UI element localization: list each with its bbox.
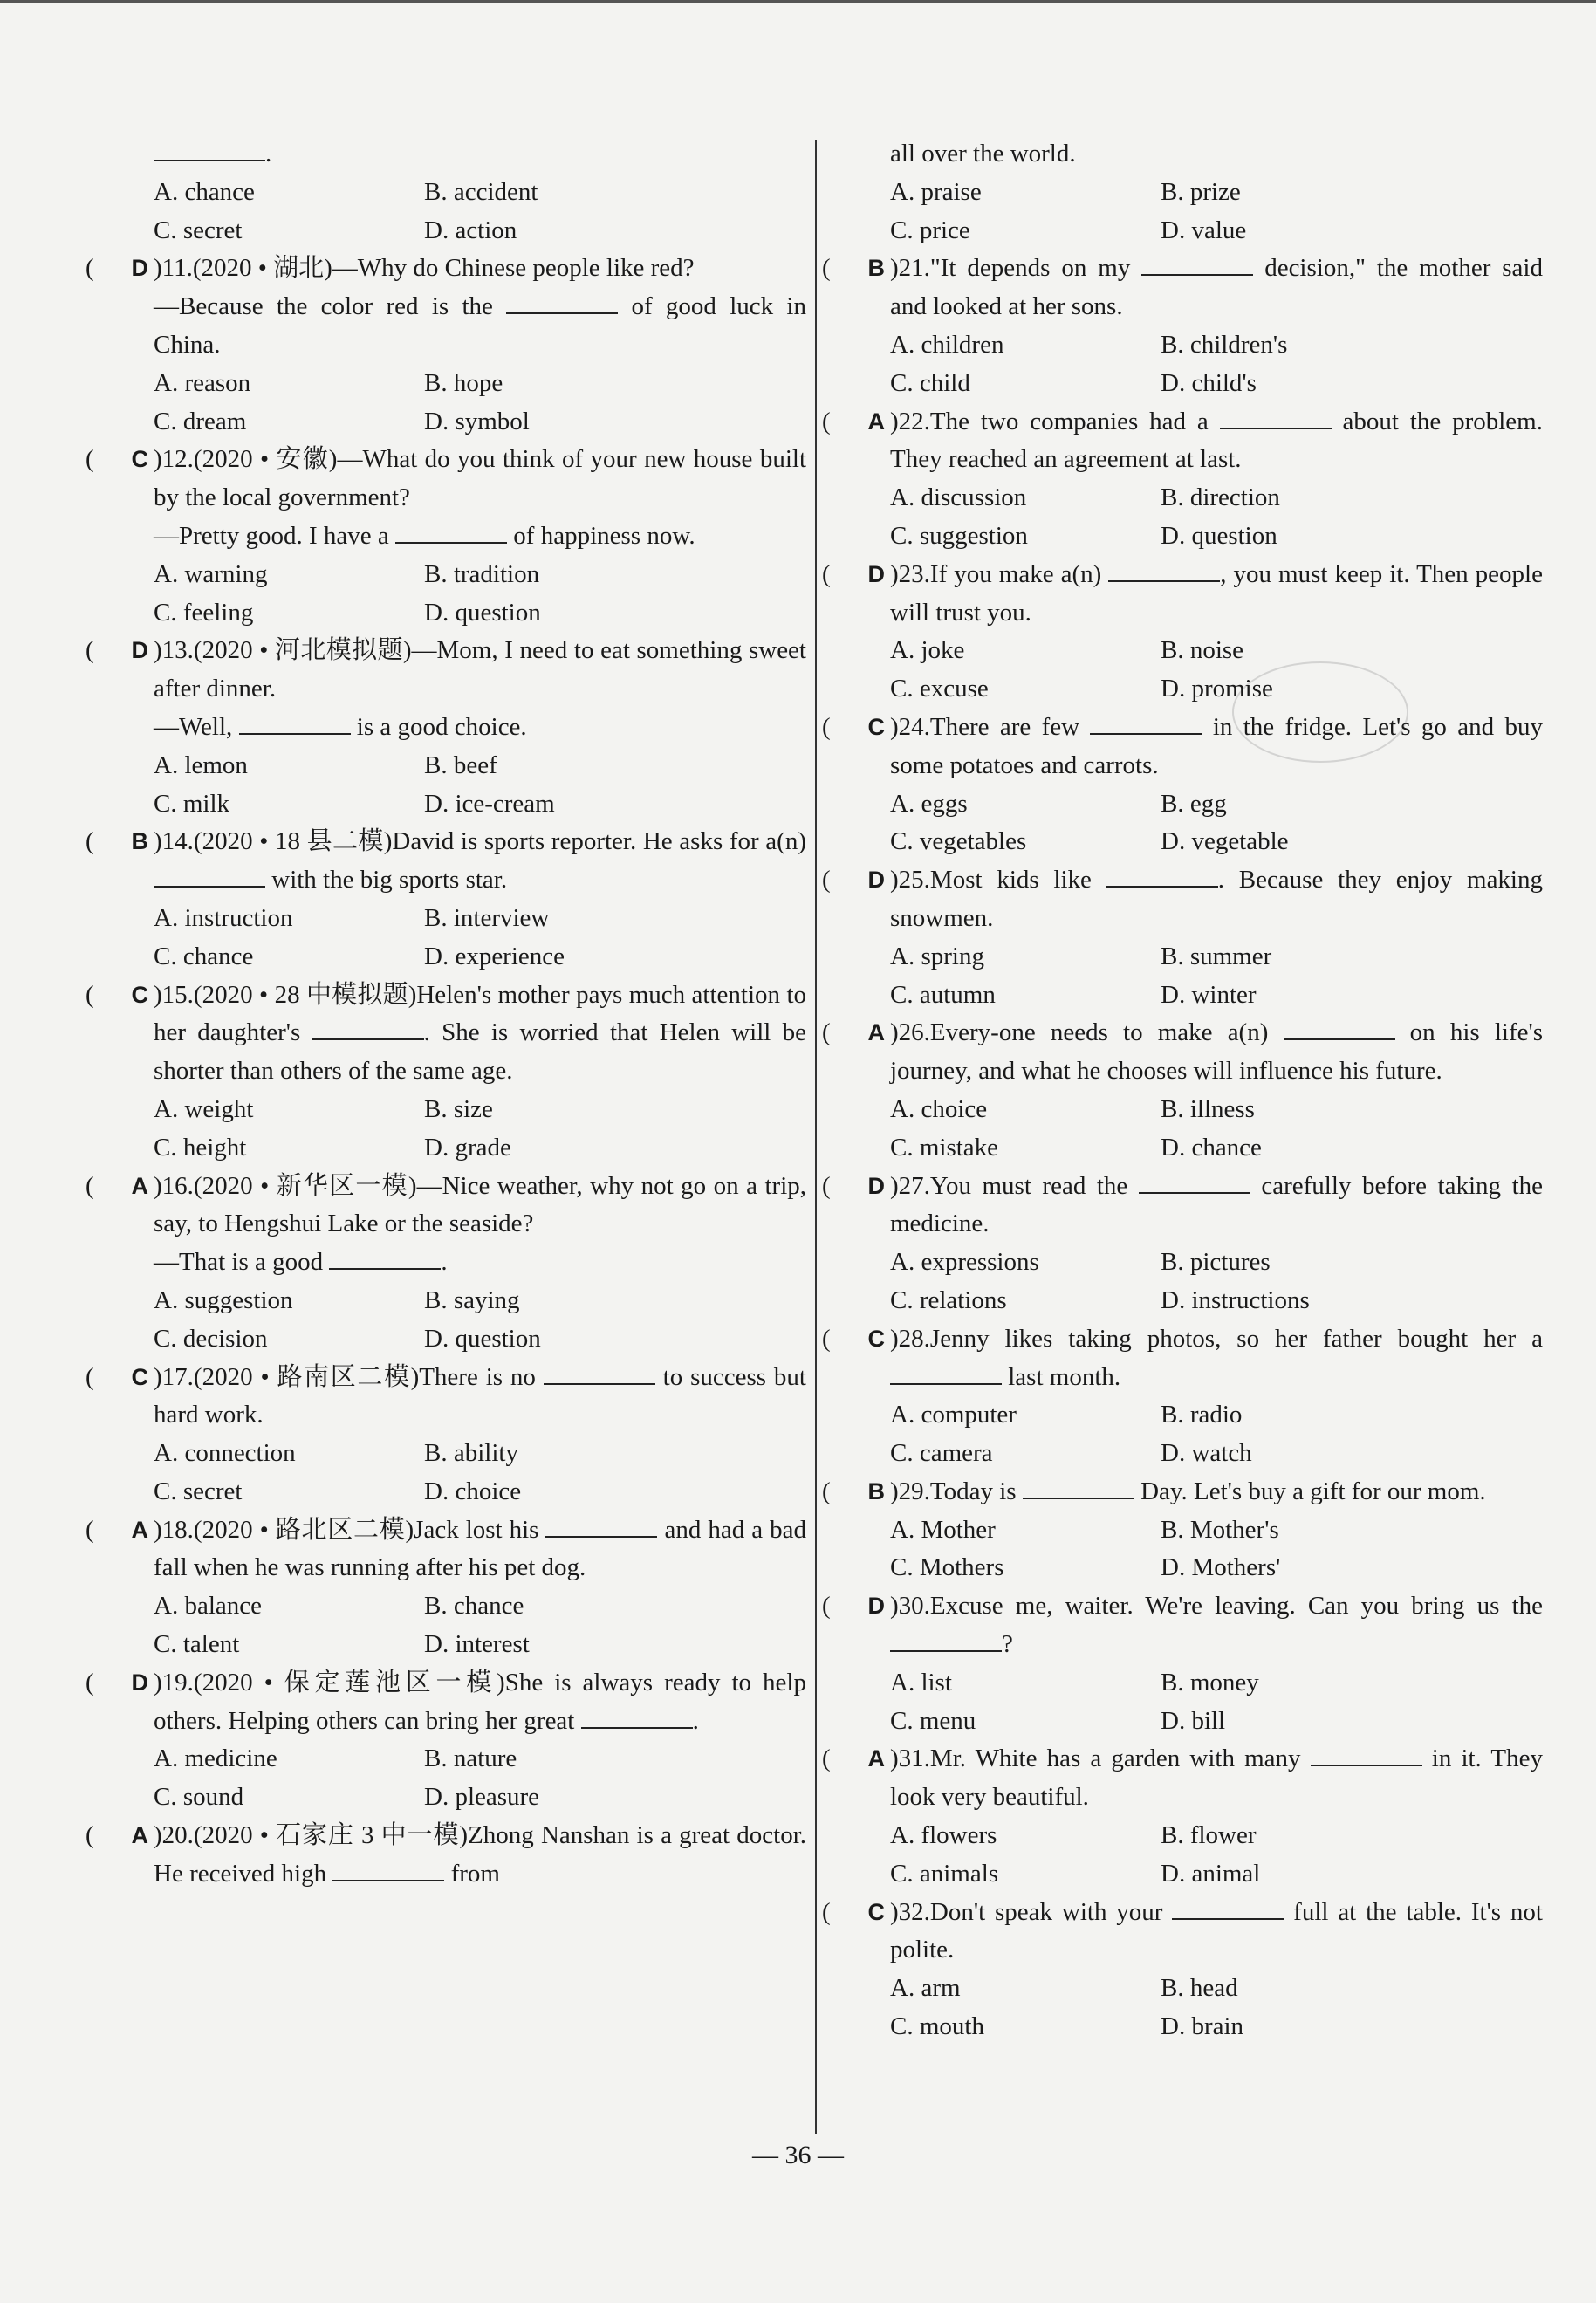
option: C. sound: [154, 1783, 244, 1812]
answer-blank: [890, 1628, 1002, 1652]
answer-bracket: ( A: [86, 1817, 148, 1855]
answer-bracket: ( A: [86, 1511, 148, 1550]
option: B. hope: [424, 368, 503, 397]
answer-letter: D: [131, 255, 148, 282]
option-list: [890, 632, 1543, 709]
option-list: [890, 326, 1543, 403]
answer-bracket: ( A: [822, 1014, 885, 1052]
continued-text: .: [154, 135, 806, 174]
option: C. dream: [154, 407, 247, 435]
question-number: )27.: [890, 1171, 930, 1200]
answer-letter: B: [131, 828, 148, 855]
option: D. value: [1161, 216, 1247, 244]
option: D. child's: [1161, 368, 1257, 397]
answer-letter: A: [131, 1822, 148, 1849]
option: B. noise: [1161, 636, 1244, 665]
option: B. saying: [424, 1285, 520, 1314]
option-list: [890, 1091, 1543, 1168]
option: B. money: [1161, 1668, 1259, 1696]
option: B. pictures: [1161, 1248, 1271, 1277]
answer-blank: [395, 519, 507, 544]
question-text: —Well, is a good choice.: [154, 709, 806, 747]
option: D. action: [424, 216, 517, 244]
answer-blank: [581, 1704, 693, 1729]
option: D. brain: [1161, 2012, 1244, 2041]
option-list: [890, 938, 1543, 1015]
continued-question: [822, 135, 1543, 250]
option: C. menu: [890, 1706, 976, 1735]
question-item: [822, 250, 1543, 402]
question-item: [822, 1168, 1543, 1320]
answer-bracket: ( C: [822, 1894, 885, 1932]
question-item: [86, 632, 806, 823]
question-text: )28.Jenny likes taking photos, so her father bought her a last month.: [890, 1324, 1543, 1391]
option: C. autumn: [890, 980, 996, 1009]
question-item: [86, 977, 806, 1168]
question-text: )26.Every-one needs to make a(n) on his life's journey, and what he chooses will influence his future.: [890, 1014, 1543, 1091]
left-column: [86, 135, 806, 1894]
option: D. vegetable: [1161, 827, 1289, 856]
answer-letter: C: [867, 1325, 885, 1352]
option: A. lemon: [154, 751, 248, 779]
option: A. Mother: [890, 1515, 996, 1544]
question-number: )32.: [890, 1897, 930, 1926]
option: B. tradition: [424, 559, 540, 588]
option: D. interest: [424, 1630, 530, 1659]
option: A. expressions: [890, 1248, 1039, 1277]
option: D. question: [424, 1324, 541, 1353]
answer-bracket: ( B: [822, 1473, 885, 1511]
question-item: [822, 1014, 1543, 1167]
option-list: [890, 785, 1543, 862]
option: A. choice: [890, 1094, 988, 1123]
option: D. Mothers': [1161, 1553, 1281, 1582]
option: D. question: [424, 598, 541, 627]
option: D. winter: [1161, 980, 1257, 1009]
option: B. Mother's: [1161, 1515, 1279, 1544]
question-item: [822, 1894, 1543, 2046]
question-number: )24.: [890, 712, 930, 741]
option: B. ability: [424, 1439, 518, 1468]
question-item: [822, 1740, 1543, 1893]
answer-letter: A: [867, 408, 885, 435]
question-text: )25.Most kids like . Because they enjoy making snowmen.: [890, 861, 1543, 938]
question-number: )11.: [154, 254, 193, 283]
option: C. vegetables: [890, 827, 1027, 856]
option: C. talent: [154, 1630, 240, 1659]
answer-blank: [1172, 1895, 1284, 1920]
option: A. spring: [890, 942, 984, 970]
answer-blank: [1220, 405, 1332, 429]
question-number: )17.: [154, 1362, 194, 1391]
option: C. mouth: [890, 2012, 984, 2041]
answer-letter: C: [131, 981, 148, 1008]
option: C. secret: [154, 216, 243, 244]
option: A. medicine: [154, 1744, 277, 1773]
answer-letter: D: [867, 867, 885, 894]
answer-letter: B: [867, 1477, 885, 1504]
question-number: )28.: [890, 1324, 930, 1353]
question-item: [822, 403, 1543, 556]
answer-bracket: ( D: [822, 1587, 885, 1626]
question-item: [86, 441, 806, 632]
answer-blank: [329, 1245, 441, 1270]
option-list: [154, 1435, 806, 1511]
option: B. children's: [1161, 330, 1288, 359]
page-number: — 36 —: [752, 2141, 844, 2169]
option: A. computer: [890, 1401, 1017, 1429]
question-number: )15.: [154, 980, 194, 1009]
answer-blank: [1108, 558, 1220, 582]
option: C. suggestion: [890, 521, 1028, 550]
question-number: )23.: [890, 559, 930, 588]
question-number: )18.: [154, 1515, 194, 1544]
option: B. head: [1161, 1974, 1238, 2003]
answer-letter: C: [867, 713, 885, 740]
option: D. animal: [1161, 1859, 1261, 1888]
option: D. pleasure: [424, 1783, 540, 1812]
option: C. milk: [154, 789, 230, 818]
option-list: [890, 479, 1543, 556]
question-number: )25.: [890, 866, 930, 894]
answer-blank: [1141, 251, 1253, 276]
question-text: )21."It depends on my decision," the mother said and looked at her sons.: [890, 250, 1543, 326]
question-item: [822, 1320, 1543, 1473]
answer-bracket: ( A: [86, 1168, 148, 1206]
option: D. symbol: [424, 407, 530, 435]
question-text: —Because the color red is the of good luck in China.: [154, 288, 806, 365]
answer-blank: [154, 863, 265, 888]
continued-text: all over the world.: [890, 140, 1076, 168]
option: C. price: [890, 216, 970, 244]
answer-letter: A: [131, 1516, 148, 1543]
answer-blank: [1311, 1742, 1422, 1766]
option: C. feeling: [154, 598, 254, 627]
answer-letter: A: [867, 1745, 885, 1772]
answer-blank: [312, 1016, 424, 1040]
option-list: [154, 1587, 806, 1664]
option: B. summer: [1161, 942, 1272, 970]
option: D. watch: [1161, 1439, 1252, 1468]
question-text: )24.There are few in the fridge. Let's go and buy some potatoes and carrots.: [890, 709, 1543, 785]
option-list: [154, 900, 806, 977]
option: A. connection: [154, 1439, 296, 1468]
option: B. illness: [1161, 1094, 1255, 1123]
option: C. secret: [154, 1477, 243, 1505]
answer-bracket: ( C: [86, 977, 148, 1015]
option-list: [154, 1282, 806, 1359]
option: A. balance: [154, 1592, 262, 1621]
answer-blank: [1090, 710, 1202, 735]
option: C. Mothers: [890, 1553, 1004, 1582]
answer-bracket: ( C: [86, 441, 148, 479]
answer-bracket: ( C: [86, 1359, 148, 1397]
option: C. child: [890, 368, 970, 397]
option: B. flower: [1161, 1821, 1257, 1850]
answer-bracket: ( A: [822, 403, 885, 442]
option: C. chance: [154, 942, 254, 970]
question-text: )13.(2020 • 河北模拟题)—Mom, I need to eat something sweet after dinner.: [154, 636, 806, 703]
answer-letter: A: [131, 1172, 148, 1199]
option-list: [890, 1664, 1543, 1741]
question-text: )22.The two companies had a about the problem. They reached an agreement at last.: [890, 403, 1543, 480]
option-list: [154, 556, 806, 633]
question-text: )16.(2020 • 新华区一模)—Nice weather, why not go on a trip, say, to Hengshui Lake or the seaside?: [154, 1171, 806, 1238]
question-text: )30.Excuse me, waiter. We're leaving. Can you bring us the ?: [890, 1592, 1543, 1659]
option: A. discussion: [890, 483, 1027, 512]
question-text: )19.(2020 • 保定莲池区一模)She is always ready to help others. Helping others can bring her great .: [154, 1668, 806, 1735]
answer-bracket: ( D: [822, 1168, 885, 1206]
option: A. arm: [890, 1974, 961, 2003]
question-number: )19.: [154, 1668, 194, 1696]
question-number: )21.: [890, 254, 930, 283]
question-text: )17.(2020 • 路南区二模)There is no to success but hard work.: [154, 1359, 806, 1436]
answer-letter: B: [867, 255, 885, 282]
question-text: )12.(2020 • 安徽)—What do you think of your new house built by the local government?: [154, 445, 806, 512]
question-text: )15.(2020 • 28 中模拟题)Helen's mother pays much attention to her daughter's . She is worried that Helen will be shorter than others of the same age.: [154, 980, 807, 1086]
answer-blank: [1284, 1016, 1395, 1040]
option-list: [890, 174, 1543, 250]
answer-letter: D: [867, 1593, 885, 1620]
answer-blank: [1139, 1169, 1250, 1194]
option-list: [154, 174, 806, 250]
question-number: )22.: [890, 407, 930, 435]
question-number: )12.: [154, 445, 194, 474]
question-text: )27.You must read the carefully before taking the medicine.: [890, 1168, 1543, 1244]
answer-bracket: ( B: [86, 823, 148, 861]
question-text: )11.(2020 • 湖北)—Why do Chinese people like red?: [154, 254, 695, 283]
option: C. height: [154, 1133, 247, 1162]
question-text: —Pretty good. I have a of happiness now.: [154, 517, 806, 556]
option-list: [890, 1396, 1543, 1473]
option: C. camera: [890, 1439, 993, 1468]
question-item: [822, 861, 1543, 1014]
option: A. chance: [154, 177, 255, 206]
answer-blank: [890, 1361, 1002, 1385]
option: B. egg: [1161, 789, 1227, 818]
answer-blank: [239, 710, 351, 735]
answer-bracket: ( D: [86, 1664, 148, 1703]
answer-bracket: ( D: [822, 556, 885, 594]
option: A. instruction: [154, 903, 293, 932]
option: B. chance: [424, 1592, 524, 1621]
option: A. list: [890, 1668, 952, 1696]
question-text: )14.(2020 • 18 县二模)David is sports reporter. He asks for a(n) with the big sports star.: [154, 827, 806, 894]
question-text: )20.(2020 • 石家庄 3 中一模)Zhong Nanshan is a great doctor. He received high from: [154, 1821, 806, 1888]
question-item: [86, 250, 806, 441]
option: C. relations: [890, 1285, 1007, 1314]
option: A. weight: [154, 1094, 254, 1123]
answer-bracket: ( D: [86, 632, 148, 670]
answer-blank: [1106, 863, 1218, 888]
question-number: )30.: [890, 1592, 930, 1621]
option: C. excuse: [890, 675, 989, 703]
question-number: )16.: [154, 1171, 194, 1200]
answer-letter: A: [867, 1019, 885, 1046]
option-list: [890, 1244, 1543, 1320]
option-list: [154, 365, 806, 442]
option: D. grade: [424, 1133, 511, 1162]
answer-bracket: ( C: [822, 709, 885, 747]
question-text: )23.If you make a(n) , you must keep it. Then people will trust you.: [890, 556, 1543, 633]
option-list: [154, 1091, 806, 1168]
answer-letter: D: [131, 1669, 148, 1696]
option: D. experience: [424, 942, 565, 970]
option: A. children: [890, 330, 1004, 359]
question-text: )32.Don't speak with your full at the table. It's not polite.: [890, 1894, 1543, 1971]
option-list: [890, 1511, 1543, 1588]
answer-blank: [1023, 1475, 1134, 1499]
option-list: [154, 1740, 806, 1817]
option: C. decision: [154, 1324, 268, 1353]
option: A. suggestion: [154, 1285, 293, 1314]
question-item: [86, 1664, 806, 1817]
option: D. question: [1161, 521, 1277, 550]
option: B. interview: [424, 903, 550, 932]
option-list: [890, 1817, 1543, 1894]
question-text: )29.Today is Day. Let's buy a gift for our mom.: [890, 1473, 1543, 1511]
answer-letter: C: [131, 446, 148, 473]
column-divider: [815, 140, 817, 2134]
answer-blank: [506, 290, 618, 314]
option: A. praise: [890, 177, 982, 206]
option: B. direction: [1161, 483, 1280, 512]
question-item: [822, 1587, 1543, 1740]
option: A. joke: [890, 636, 965, 665]
option: D. choice: [424, 1477, 522, 1505]
option: B. beef: [424, 751, 497, 779]
continued-question: [86, 135, 806, 250]
question-item: [86, 1359, 806, 1511]
answer-letter: D: [131, 637, 148, 664]
question-text: )18.(2020 • 路北区二模)Jack lost his and had a bad fall when he was running after his pet dog.: [154, 1511, 806, 1588]
option-list: [154, 747, 806, 824]
option: C. mistake: [890, 1133, 999, 1162]
option: D. instructions: [1161, 1285, 1310, 1314]
question-text: —That is a good .: [154, 1244, 806, 1282]
option: D. promise: [1161, 675, 1273, 703]
option: B. accident: [424, 177, 538, 206]
option: A. warning: [154, 559, 268, 588]
answer-bracket: ( A: [822, 1740, 885, 1779]
answer-blank: [332, 1857, 444, 1881]
answer-letter: C: [867, 1898, 885, 1925]
question-item: [86, 1817, 806, 1894]
question-number: )14.: [154, 827, 194, 856]
answer-blank: [545, 1513, 657, 1538]
option: D. bill: [1161, 1706, 1226, 1735]
question-item: [86, 823, 806, 976]
option: A. flowers: [890, 1821, 997, 1850]
question-item: [86, 1168, 806, 1359]
question-number: )20.: [154, 1821, 194, 1850]
answer-bracket: ( B: [822, 250, 885, 288]
option-list: [890, 1970, 1543, 2046]
question-item: [822, 709, 1543, 861]
question-item: [86, 1511, 806, 1664]
question-item: [822, 1473, 1543, 1587]
option: B. size: [424, 1094, 493, 1123]
right-column: [822, 135, 1543, 2046]
answer-bracket: ( D: [86, 250, 148, 288]
question-item: [822, 556, 1543, 709]
option: A. eggs: [890, 789, 968, 818]
top-rule: [0, 0, 1596, 3]
question-number: )31.: [890, 1744, 930, 1773]
answer-letter: D: [867, 560, 885, 587]
option: D. chance: [1161, 1133, 1262, 1162]
option: C. animals: [890, 1859, 999, 1888]
question-text: )31.Mr. White has a garden with many in it. They look very beautiful.: [890, 1740, 1543, 1817]
option: A. reason: [154, 368, 251, 397]
question-number: )26.: [890, 1018, 930, 1047]
option: B. prize: [1161, 177, 1241, 206]
question-number: )29.: [890, 1477, 930, 1505]
option: D. ice-cream: [424, 789, 555, 818]
option: B. nature: [424, 1744, 517, 1773]
answer-bracket: ( C: [822, 1320, 885, 1359]
answer-letter: D: [867, 1172, 885, 1199]
option: B. radio: [1161, 1401, 1243, 1429]
answer-blank: [544, 1361, 655, 1385]
answer-bracket: ( D: [822, 861, 885, 900]
answer-letter: C: [131, 1363, 148, 1390]
question-number: )13.: [154, 636, 194, 665]
answer-blank: [154, 137, 265, 161]
